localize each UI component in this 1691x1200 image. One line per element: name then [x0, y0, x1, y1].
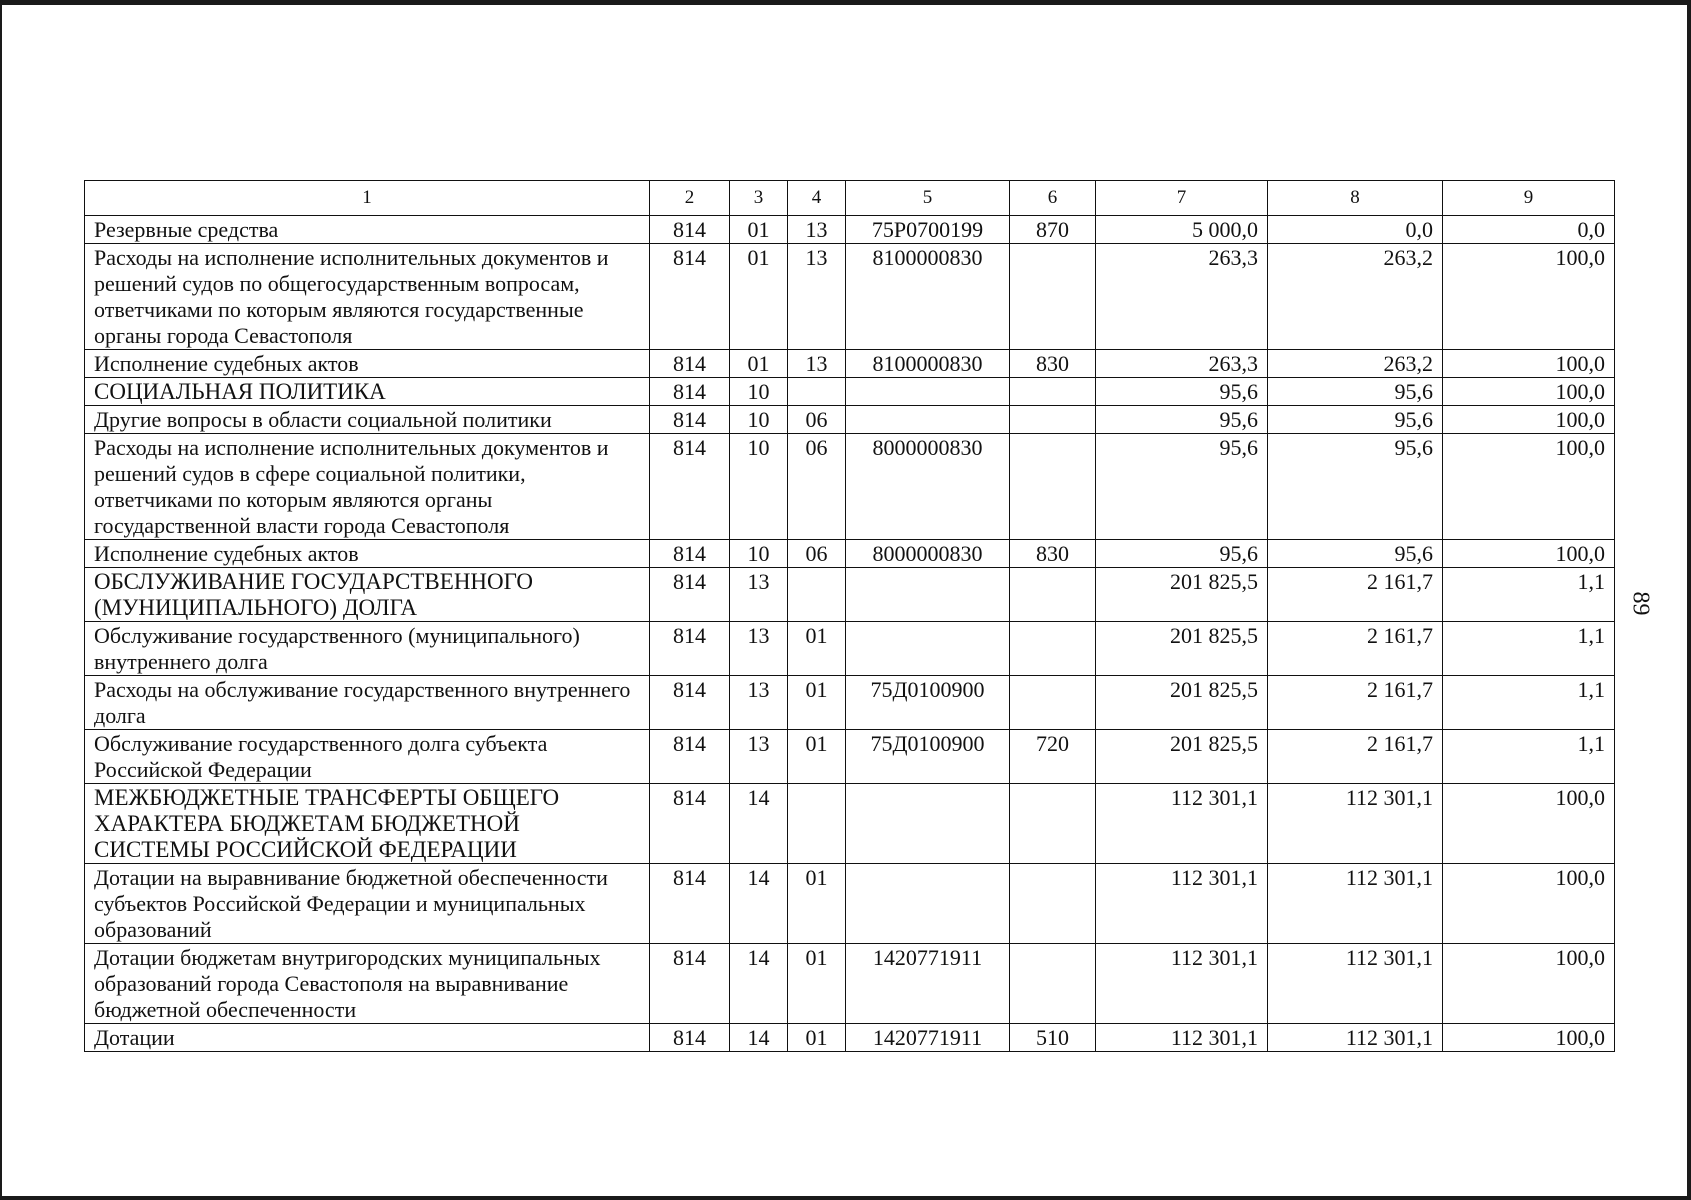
target-article-code [846, 406, 1010, 434]
line-item-name: Обслуживание государственного (муниципального) внутреннего долга [85, 622, 650, 676]
page-edge-right [1687, 0, 1691, 1200]
expense-type-code [1010, 244, 1096, 350]
line-item-name: Расходы на исполнение исполнительных документов и решений судов в сфере социальной политики, ответчиками по которым являются органы государственной власти города Севастополя [85, 434, 650, 540]
subsection-code: 01 [788, 944, 846, 1024]
expense-type-code [1010, 784, 1096, 864]
execution-percent: 100,0 [1443, 434, 1615, 540]
line-item-name: Исполнение судебных актов [85, 350, 650, 378]
executed-amount: 263,2 [1268, 244, 1443, 350]
table-row [85, 944, 1615, 1024]
table-row [85, 378, 1615, 406]
table-row [85, 676, 1615, 730]
table-row [85, 406, 1615, 434]
executed-amount: 112 301,1 [1268, 1024, 1443, 1052]
ministry-code: 814 [650, 216, 730, 244]
planned-amount: 5 000,0 [1096, 216, 1268, 244]
section-code: 13 [730, 622, 788, 676]
section-code: 10 [730, 540, 788, 568]
subsection-code: 01 [788, 864, 846, 944]
table-row [85, 864, 1615, 944]
line-item-name: Расходы на исполнение исполнительных документов и решений судов по общегосударственным вопросам, ответчиками по которым являются государственные органы города Севастополя [85, 244, 650, 350]
planned-amount: 95,6 [1096, 378, 1268, 406]
planned-amount: 112 301,1 [1096, 1024, 1268, 1052]
line-item-name: Другие вопросы в области социальной политики [85, 406, 650, 434]
line-item-name: СОЦИАЛЬНАЯ ПОЛИТИКА [85, 378, 650, 406]
expense-type-code [1010, 434, 1096, 540]
subsection-code: 06 [788, 406, 846, 434]
planned-amount: 95,6 [1096, 406, 1268, 434]
line-item-name: Исполнение судебных актов [85, 540, 650, 568]
subsection-code: 01 [788, 622, 846, 676]
subsection-code: 01 [788, 1024, 846, 1052]
line-item-name: Резервные средства [85, 216, 650, 244]
executed-amount: 95,6 [1268, 540, 1443, 568]
execution-percent: 1,1 [1443, 730, 1615, 784]
table-row [85, 244, 1615, 350]
ministry-code: 814 [650, 622, 730, 676]
subsection-code: 13 [788, 350, 846, 378]
executed-amount: 95,6 [1268, 378, 1443, 406]
target-article-code: 75Д0100900 [846, 676, 1010, 730]
section-code: 14 [730, 944, 788, 1024]
column-number: 3 [730, 181, 788, 216]
executed-amount: 2 161,7 [1268, 622, 1443, 676]
planned-amount: 201 825,5 [1096, 676, 1268, 730]
target-article-code: 75Д0100900 [846, 730, 1010, 784]
target-article-code [846, 378, 1010, 406]
subsection-code: 06 [788, 540, 846, 568]
executed-amount: 95,6 [1268, 434, 1443, 540]
section-code: 14 [730, 864, 788, 944]
expense-type-code [1010, 944, 1096, 1024]
table-row [85, 784, 1615, 864]
line-item-name: Обслуживание государственного долга субъекта Российской Федерации [85, 730, 650, 784]
page-number: 89 [1627, 591, 1654, 616]
target-article-code: 8100000830 [846, 350, 1010, 378]
planned-amount: 112 301,1 [1096, 784, 1268, 864]
expense-type-code: 510 [1010, 1024, 1096, 1052]
expense-type-code [1010, 378, 1096, 406]
executed-amount: 2 161,7 [1268, 676, 1443, 730]
table-row [85, 540, 1615, 568]
table-row [85, 1024, 1615, 1052]
execution-percent: 100,0 [1443, 1024, 1615, 1052]
planned-amount: 95,6 [1096, 540, 1268, 568]
execution-percent: 100,0 [1443, 350, 1615, 378]
ministry-code: 814 [650, 676, 730, 730]
target-article-code: 8000000830 [846, 540, 1010, 568]
column-number: 9 [1443, 181, 1615, 216]
execution-percent: 100,0 [1443, 378, 1615, 406]
expense-type-code [1010, 864, 1096, 944]
line-item-name: Дотации [85, 1024, 650, 1052]
executed-amount: 112 301,1 [1268, 784, 1443, 864]
executed-amount: 2 161,7 [1268, 730, 1443, 784]
section-code: 01 [730, 350, 788, 378]
ministry-code: 814 [650, 784, 730, 864]
section-code: 10 [730, 406, 788, 434]
target-article-code: 8000000830 [846, 434, 1010, 540]
section-code: 14 [730, 1024, 788, 1052]
execution-percent: 0,0 [1443, 216, 1615, 244]
line-item-name: Дотации на выравнивание бюджетной обеспеченности субъектов Российской Федерации и муниципальных образований [85, 864, 650, 944]
execution-percent: 100,0 [1443, 406, 1615, 434]
page-edge-left [0, 0, 2, 1200]
ministry-code: 814 [650, 540, 730, 568]
planned-amount: 112 301,1 [1096, 944, 1268, 1024]
column-number-row [85, 181, 1615, 216]
page-edge-bottom [0, 1196, 1691, 1200]
target-article-code: 75Р0700199 [846, 216, 1010, 244]
section-code: 01 [730, 216, 788, 244]
subsection-code: 01 [788, 730, 846, 784]
execution-percent: 100,0 [1443, 944, 1615, 1024]
target-article-code [846, 622, 1010, 676]
table-body [85, 216, 1615, 1052]
ministry-code: 814 [650, 1024, 730, 1052]
subsection-code [788, 378, 846, 406]
column-number: 1 [85, 181, 650, 216]
expense-type-code [1010, 406, 1096, 434]
target-article-code [846, 568, 1010, 622]
ministry-code: 814 [650, 406, 730, 434]
table-row [85, 622, 1615, 676]
execution-percent: 1,1 [1443, 568, 1615, 622]
column-number: 6 [1010, 181, 1096, 216]
table-row [85, 730, 1615, 784]
section-code: 10 [730, 434, 788, 540]
execution-percent: 100,0 [1443, 244, 1615, 350]
line-item-name: Расходы на обслуживание государственного внутреннего долга [85, 676, 650, 730]
budget-table [84, 180, 1615, 1052]
target-article-code: 1420771911 [846, 944, 1010, 1024]
execution-percent: 100,0 [1443, 864, 1615, 944]
ministry-code: 814 [650, 864, 730, 944]
section-code: 14 [730, 784, 788, 864]
expense-type-code: 720 [1010, 730, 1096, 784]
line-item-name: Дотации бюджетам внутригородских муниципальных образований города Севастополя на выравнивание бюджетной обеспеченности [85, 944, 650, 1024]
subsection-code: 13 [788, 216, 846, 244]
execution-percent: 1,1 [1443, 676, 1615, 730]
section-code: 01 [730, 244, 788, 350]
planned-amount: 112 301,1 [1096, 864, 1268, 944]
section-code: 10 [730, 378, 788, 406]
target-article-code [846, 784, 1010, 864]
ministry-code: 814 [650, 730, 730, 784]
ministry-code: 814 [650, 434, 730, 540]
planned-amount: 201 825,5 [1096, 568, 1268, 622]
ministry-code: 814 [650, 244, 730, 350]
subsection-code [788, 784, 846, 864]
planned-amount: 201 825,5 [1096, 730, 1268, 784]
column-number: 5 [846, 181, 1010, 216]
execution-percent: 100,0 [1443, 540, 1615, 568]
column-number: 2 [650, 181, 730, 216]
planned-amount: 263,3 [1096, 350, 1268, 378]
subsection-code: 01 [788, 676, 846, 730]
line-item-name: МЕЖБЮДЖЕТНЫЕ ТРАНСФЕРТЫ ОБЩЕГО ХАРАКТЕРА БЮДЖЕТАМ БЮДЖЕТНОЙ СИСТЕМЫ РОССИЙСКОЙ ФЕДЕРАЦИИ [85, 784, 650, 864]
target-article-code [846, 864, 1010, 944]
executed-amount: 0,0 [1268, 216, 1443, 244]
expense-type-code: 870 [1010, 216, 1096, 244]
expense-type-code [1010, 676, 1096, 730]
column-number: 4 [788, 181, 846, 216]
target-article-code: 8100000830 [846, 244, 1010, 350]
table-row [85, 350, 1615, 378]
section-code: 13 [730, 730, 788, 784]
line-item-name: ОБСЛУЖИВАНИЕ ГОСУДАРСТВЕННОГО (МУНИЦИПАЛЬНОГО) ДОЛГА [85, 568, 650, 622]
expense-type-code [1010, 568, 1096, 622]
subsection-code [788, 568, 846, 622]
section-code: 13 [730, 676, 788, 730]
execution-percent: 100,0 [1443, 784, 1615, 864]
ministry-code: 814 [650, 378, 730, 406]
executed-amount: 2 161,7 [1268, 568, 1443, 622]
ministry-code: 814 [650, 568, 730, 622]
table-row [85, 568, 1615, 622]
ministry-code: 814 [650, 944, 730, 1024]
planned-amount: 263,3 [1096, 244, 1268, 350]
section-code: 13 [730, 568, 788, 622]
planned-amount: 95,6 [1096, 434, 1268, 540]
subsection-code: 13 [788, 244, 846, 350]
page-edge-top [0, 0, 1691, 5]
planned-amount: 201 825,5 [1096, 622, 1268, 676]
column-number: 8 [1268, 181, 1443, 216]
table-row [85, 434, 1615, 540]
executed-amount: 112 301,1 [1268, 944, 1443, 1024]
executed-amount: 95,6 [1268, 406, 1443, 434]
ministry-code: 814 [650, 350, 730, 378]
subsection-code: 06 [788, 434, 846, 540]
column-number: 7 [1096, 181, 1268, 216]
executed-amount: 263,2 [1268, 350, 1443, 378]
execution-percent: 1,1 [1443, 622, 1615, 676]
target-article-code: 1420771911 [846, 1024, 1010, 1052]
expense-type-code [1010, 622, 1096, 676]
expense-type-code: 830 [1010, 350, 1096, 378]
executed-amount: 112 301,1 [1268, 864, 1443, 944]
table-row [85, 216, 1615, 244]
expense-type-code: 830 [1010, 540, 1096, 568]
